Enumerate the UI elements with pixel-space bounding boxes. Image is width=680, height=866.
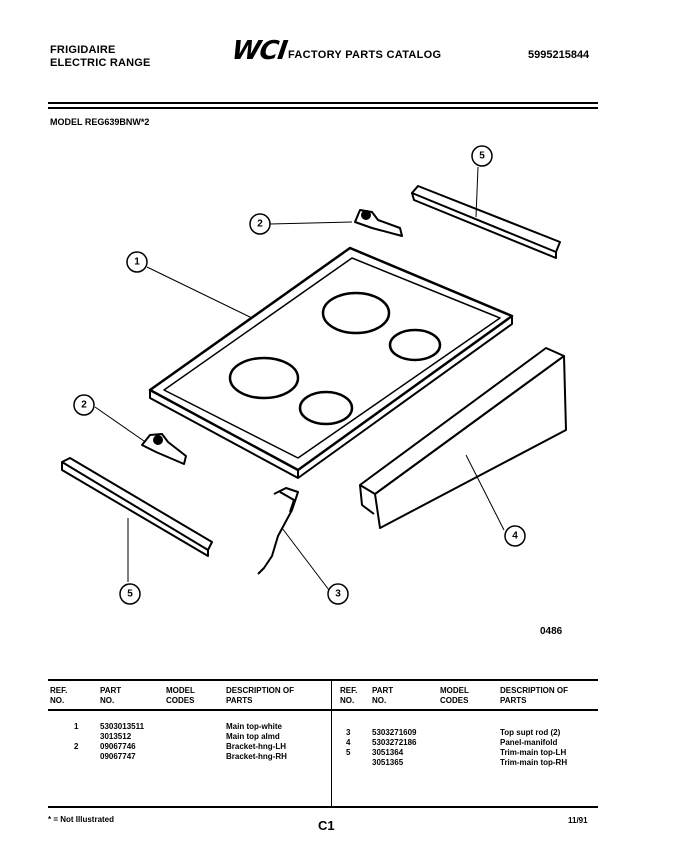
row-desc: Trim-main top-LH [500, 748, 567, 757]
callout-2-lower: 2 [81, 399, 87, 411]
row-part: 3051364 [372, 748, 404, 757]
table-rule-top [48, 679, 598, 681]
header-rule-bottom [48, 107, 598, 109]
row-ref: 2 [74, 742, 79, 751]
document-number: 5995215844 [528, 49, 590, 61]
header-model-right: MODEL CODES [440, 686, 469, 705]
bracket-hinge-lh-part [142, 434, 186, 464]
brand-line-2: ELECTRIC RANGE [50, 57, 151, 69]
row-part: 5303013511 [100, 722, 145, 731]
header-ref-left: REF. NO. [50, 686, 68, 705]
not-illustrated-note: * = Not Illustrated [48, 815, 115, 824]
callout-3: 3 [335, 588, 341, 600]
callout-2-upper: 2 [257, 218, 263, 230]
row-part: 3013512 [100, 732, 132, 741]
row-part: 5303271609 [372, 728, 417, 737]
callout-5-lower: 5 [127, 588, 133, 600]
brand-name [50, 44, 151, 70]
main-top-part [150, 248, 512, 478]
figure-id: 0486 [540, 626, 563, 637]
row-part: 5303272186 [372, 738, 417, 747]
header-desc-right: DESCRIPTION OF PARTS [500, 686, 569, 705]
row-desc: Trim-main top-RH [500, 758, 568, 767]
row-desc: Top supt rod (2) [500, 728, 561, 737]
model-label: MODEL REG639BNW*2 [50, 117, 150, 127]
trim-top-lh-part [62, 458, 212, 556]
row-desc: Main top almd [226, 732, 280, 741]
table-rule-bottom [48, 806, 598, 808]
row-desc: Panel-manifold [500, 738, 558, 747]
header-model-left: MODEL CODES [166, 686, 195, 705]
table-rule-header [48, 709, 598, 711]
row-ref: 4 [346, 738, 351, 747]
page-number: C1 [318, 818, 335, 833]
panel-manifold-part [360, 348, 566, 528]
parts-diagram [0, 130, 680, 670]
table-divider [331, 681, 332, 806]
header-part-right: PART NO. [372, 686, 394, 705]
row-part: 09067747 [100, 752, 136, 761]
trim-top-rh-part [412, 186, 560, 258]
row-part: 09067746 [100, 742, 136, 751]
row-desc: Main top-white [226, 722, 282, 731]
wci-logo: WCI [229, 36, 289, 66]
header-ref-right: REF. NO. [340, 686, 358, 705]
row-ref: 1 [74, 722, 79, 731]
callout-1: 1 [134, 256, 140, 268]
row-part: 3051365 [372, 758, 404, 767]
callout-4: 4 [512, 530, 518, 542]
row-ref: 5 [346, 748, 351, 757]
callout-5-upper: 5 [479, 150, 485, 162]
row-desc: Bracket-hng-LH [226, 742, 287, 751]
catalog-title: FACTORY PARTS CATALOG [288, 49, 442, 61]
brand-line-1: FRIGIDAIRE [50, 44, 116, 56]
header-desc-left: DESCRIPTION OF PARTS [226, 686, 295, 705]
header-part-left: PART NO. [100, 686, 122, 705]
row-desc: Bracket-hng-RH [226, 752, 287, 761]
top-support-rod-part [258, 488, 298, 574]
print-date: 11/91 [568, 816, 588, 825]
bracket-hinge-rh-part [355, 210, 402, 236]
header-rule-top [48, 102, 598, 104]
row-ref: 3 [346, 728, 351, 737]
